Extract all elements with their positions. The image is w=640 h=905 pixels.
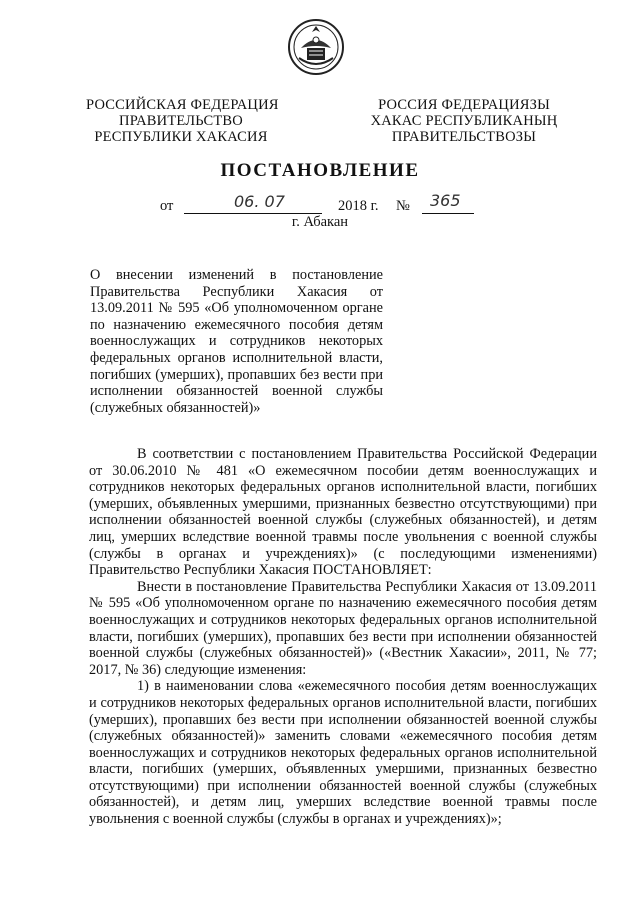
date-number-line [160, 191, 490, 216]
handwritten-date: 06. 07 [234, 192, 285, 211]
body-paragraph: Внести в постановление Правительства Республики Хакасия от 13.09.2011 № 595 «Об уполномоченном органе по назначению ежемесячного пособия детям военнослужащих и сотрудников некоторых федеральных органов исполнительной власти, погибших (умерших), пропавших без вести при исполнении обязанностей военной службы (служебных обязанностей)» («Вестник Хакасии», 2011, № 77; 2017, № 36) следующие изменения: [89, 578, 597, 678]
header-right [366, 97, 562, 145]
document-body [89, 446, 597, 828]
header-right-line: РОССИЯ ФЕДЕРАЦИЯЗЫ [378, 97, 550, 113]
header-right-line: ПРАВИТЕЛЬСТВОЗЫ [391, 129, 537, 145]
header-left-line: ПРАВИТЕЛЬСТВО [119, 113, 243, 129]
year-label: 2018 г. [338, 198, 379, 214]
header-left-line: РОССИЙСКАЯ ФЕДЕРАЦИЯ [86, 97, 279, 113]
body-paragraph: 1) в наименовании слова «ежемесячного пособия детям военнослужащих и сотрудников некоторых федеральных органов исполнительной власти, погибших (умерших), пропавших без вести при исполнении обязанностей военной службы (служебных обязанностей)» заменить словами «ежемесячного пособия детям военнослужащих и сотрудников некоторых федеральных органов исполнительной власти, погибших (умерших, объявленных умершими, признанных безвестно отсутствующими) при исполнении обязанностей военной службы (служебных обязанностей), и детям лиц, умерших вследствие военной травмы после увольнения с военной службы (службы в органах и учреждениях)»; [89, 678, 597, 828]
body-paragraph: В соответствии с постановлением Правительства Российской Федерации от 30.06.2010 № 481 «О ежемесячном пособии детям военнослужащих и сотрудников некоторых федеральных органов исполнительной власти, погибших (умерших, объявленных умершими, признанных безвестно отсутствующими) при исполнении обязанностей военной службы (служебных обязанностей), и детям лиц, умерших вследствие военной травмы после увольнения с военной службы (службы в органах и учреждениях)» (с последующими изменениями) Правительство Республики Хакасия ПОСТАНОВЛЯЕТ: [89, 446, 597, 579]
header-right-line: ХАКАС РЕСПУБЛИКАНЫҢ [370, 113, 558, 129]
number-label: № [396, 198, 410, 214]
date-prefix: от [160, 198, 174, 214]
handwritten-number: 365 [430, 191, 461, 210]
document-subject: О внесении изменений в постановление Правительства Республики Хакасия от 13.09.2011 № 595 «Об уполномоченном органе по назначению ежемесячного пособия детям военнослужащих и сотрудников некоторых федеральных органов исполнительной власти, погибших (умерших), пропавших без вести при исполнении обязанностей военной службы (служебных обязанностей)» [90, 267, 383, 416]
header-left [86, 97, 279, 145]
document-title: ПОСТАНОВЛЕНИЕ [220, 160, 420, 181]
coat-of-arms-icon [287, 18, 345, 76]
header-left-line: РЕСПУБЛИКИ ХАКАСИЯ [94, 129, 268, 145]
city-label: г. Абакан [291, 214, 349, 230]
